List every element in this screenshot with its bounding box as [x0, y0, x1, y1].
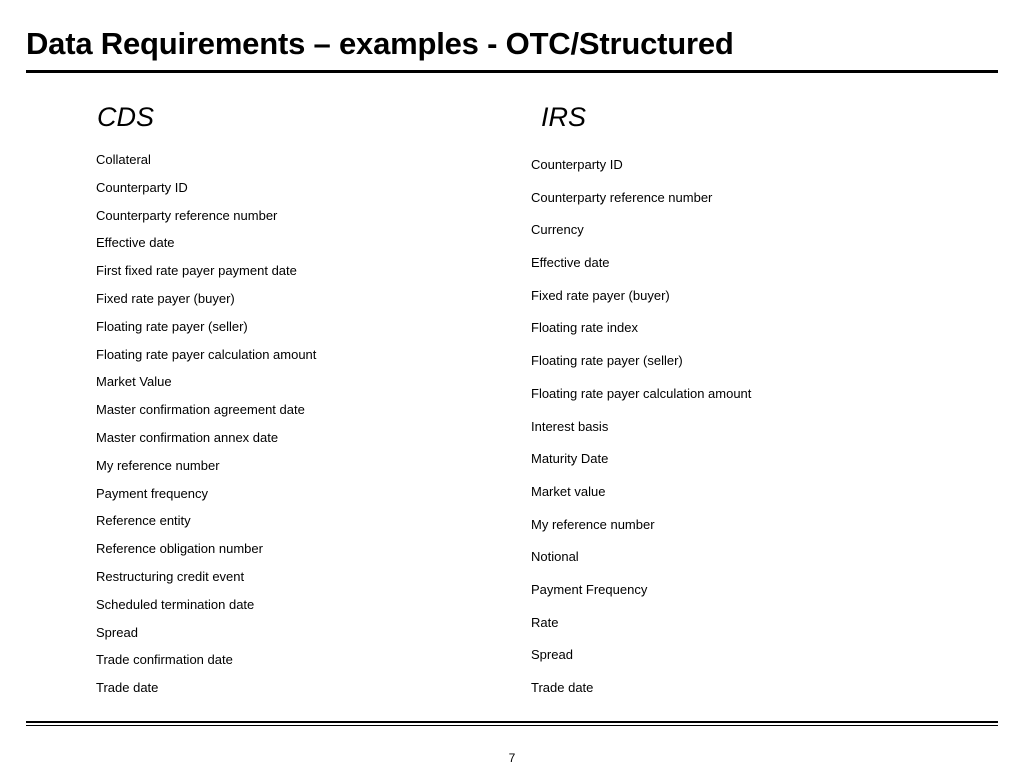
- cds-field-item: Reference obligation number: [96, 541, 263, 557]
- cds-field-item: Counterparty ID: [96, 179, 188, 195]
- irs-field-item: Maturity Date: [531, 451, 609, 467]
- cds-field-item: Trade confirmation date: [96, 652, 233, 668]
- page-number: 7: [508, 751, 516, 765]
- cds-field-item: My reference number: [96, 457, 220, 473]
- irs-field-item: Notional: [531, 549, 579, 565]
- title-underline: [26, 70, 998, 73]
- cds-field-item: Fixed rate payer (buyer): [96, 290, 235, 306]
- cds-field-item: Payment frequency: [96, 485, 209, 501]
- cds-field-item: Effective date: [96, 235, 175, 251]
- irs-field-item: Fixed rate payer (buyer): [531, 287, 670, 303]
- irs-field-item: Rate: [531, 614, 559, 630]
- cds-field-item: Spread: [96, 624, 138, 640]
- cds-field-item: Master confirmation agreement date: [96, 402, 305, 418]
- cds-field-item: Floating rate payer (seller): [96, 318, 248, 334]
- irs-heading: IRS: [541, 102, 587, 132]
- footer-divider-thin: [26, 725, 998, 726]
- cds-field-list: [96, 152, 316, 708]
- irs-field-item: My reference number: [531, 516, 655, 532]
- irs-field-item: Trade date: [531, 680, 594, 695]
- irs-field-item: Counterparty reference number: [531, 189, 713, 205]
- cds-field-item: Market Value: [96, 374, 172, 390]
- footer-divider: [26, 721, 998, 723]
- cds-heading: CDS: [97, 102, 155, 132]
- irs-field-list: [531, 157, 751, 713]
- slide-title: Data Requirements – examples - OTC/Structured: [26, 26, 734, 61]
- irs-field-item: Payment Frequency: [531, 581, 648, 597]
- cds-field-item: Collateral: [96, 152, 151, 167]
- irs-field-item: Currency: [531, 222, 584, 238]
- cds-field-item: Trade date: [96, 680, 159, 696]
- cds-field-item: Floating rate payer calculation amount: [96, 346, 317, 362]
- irs-field-item: Counterparty ID: [531, 157, 623, 172]
- cds-field-item: Scheduled termination date: [96, 596, 255, 612]
- irs-field-item: Floating rate index: [531, 320, 638, 336]
- irs-field-item: Spread: [531, 647, 573, 663]
- irs-field-item: Floating rate payer (seller): [531, 353, 683, 369]
- cds-field-item: Master confirmation annex date: [96, 429, 279, 445]
- irs-field-item: Interest basis: [531, 418, 609, 434]
- cds-field-item: Reference entity: [96, 513, 191, 529]
- irs-field-item: Effective date: [531, 255, 610, 271]
- cds-field-item: Counterparty reference number: [96, 207, 278, 223]
- cds-field-item: Restructuring credit event: [96, 568, 245, 584]
- cds-field-item: First fixed rate payer payment date: [96, 263, 297, 279]
- irs-field-item: Floating rate payer calculation amount: [531, 385, 752, 401]
- irs-field-item: Market value: [531, 483, 606, 499]
